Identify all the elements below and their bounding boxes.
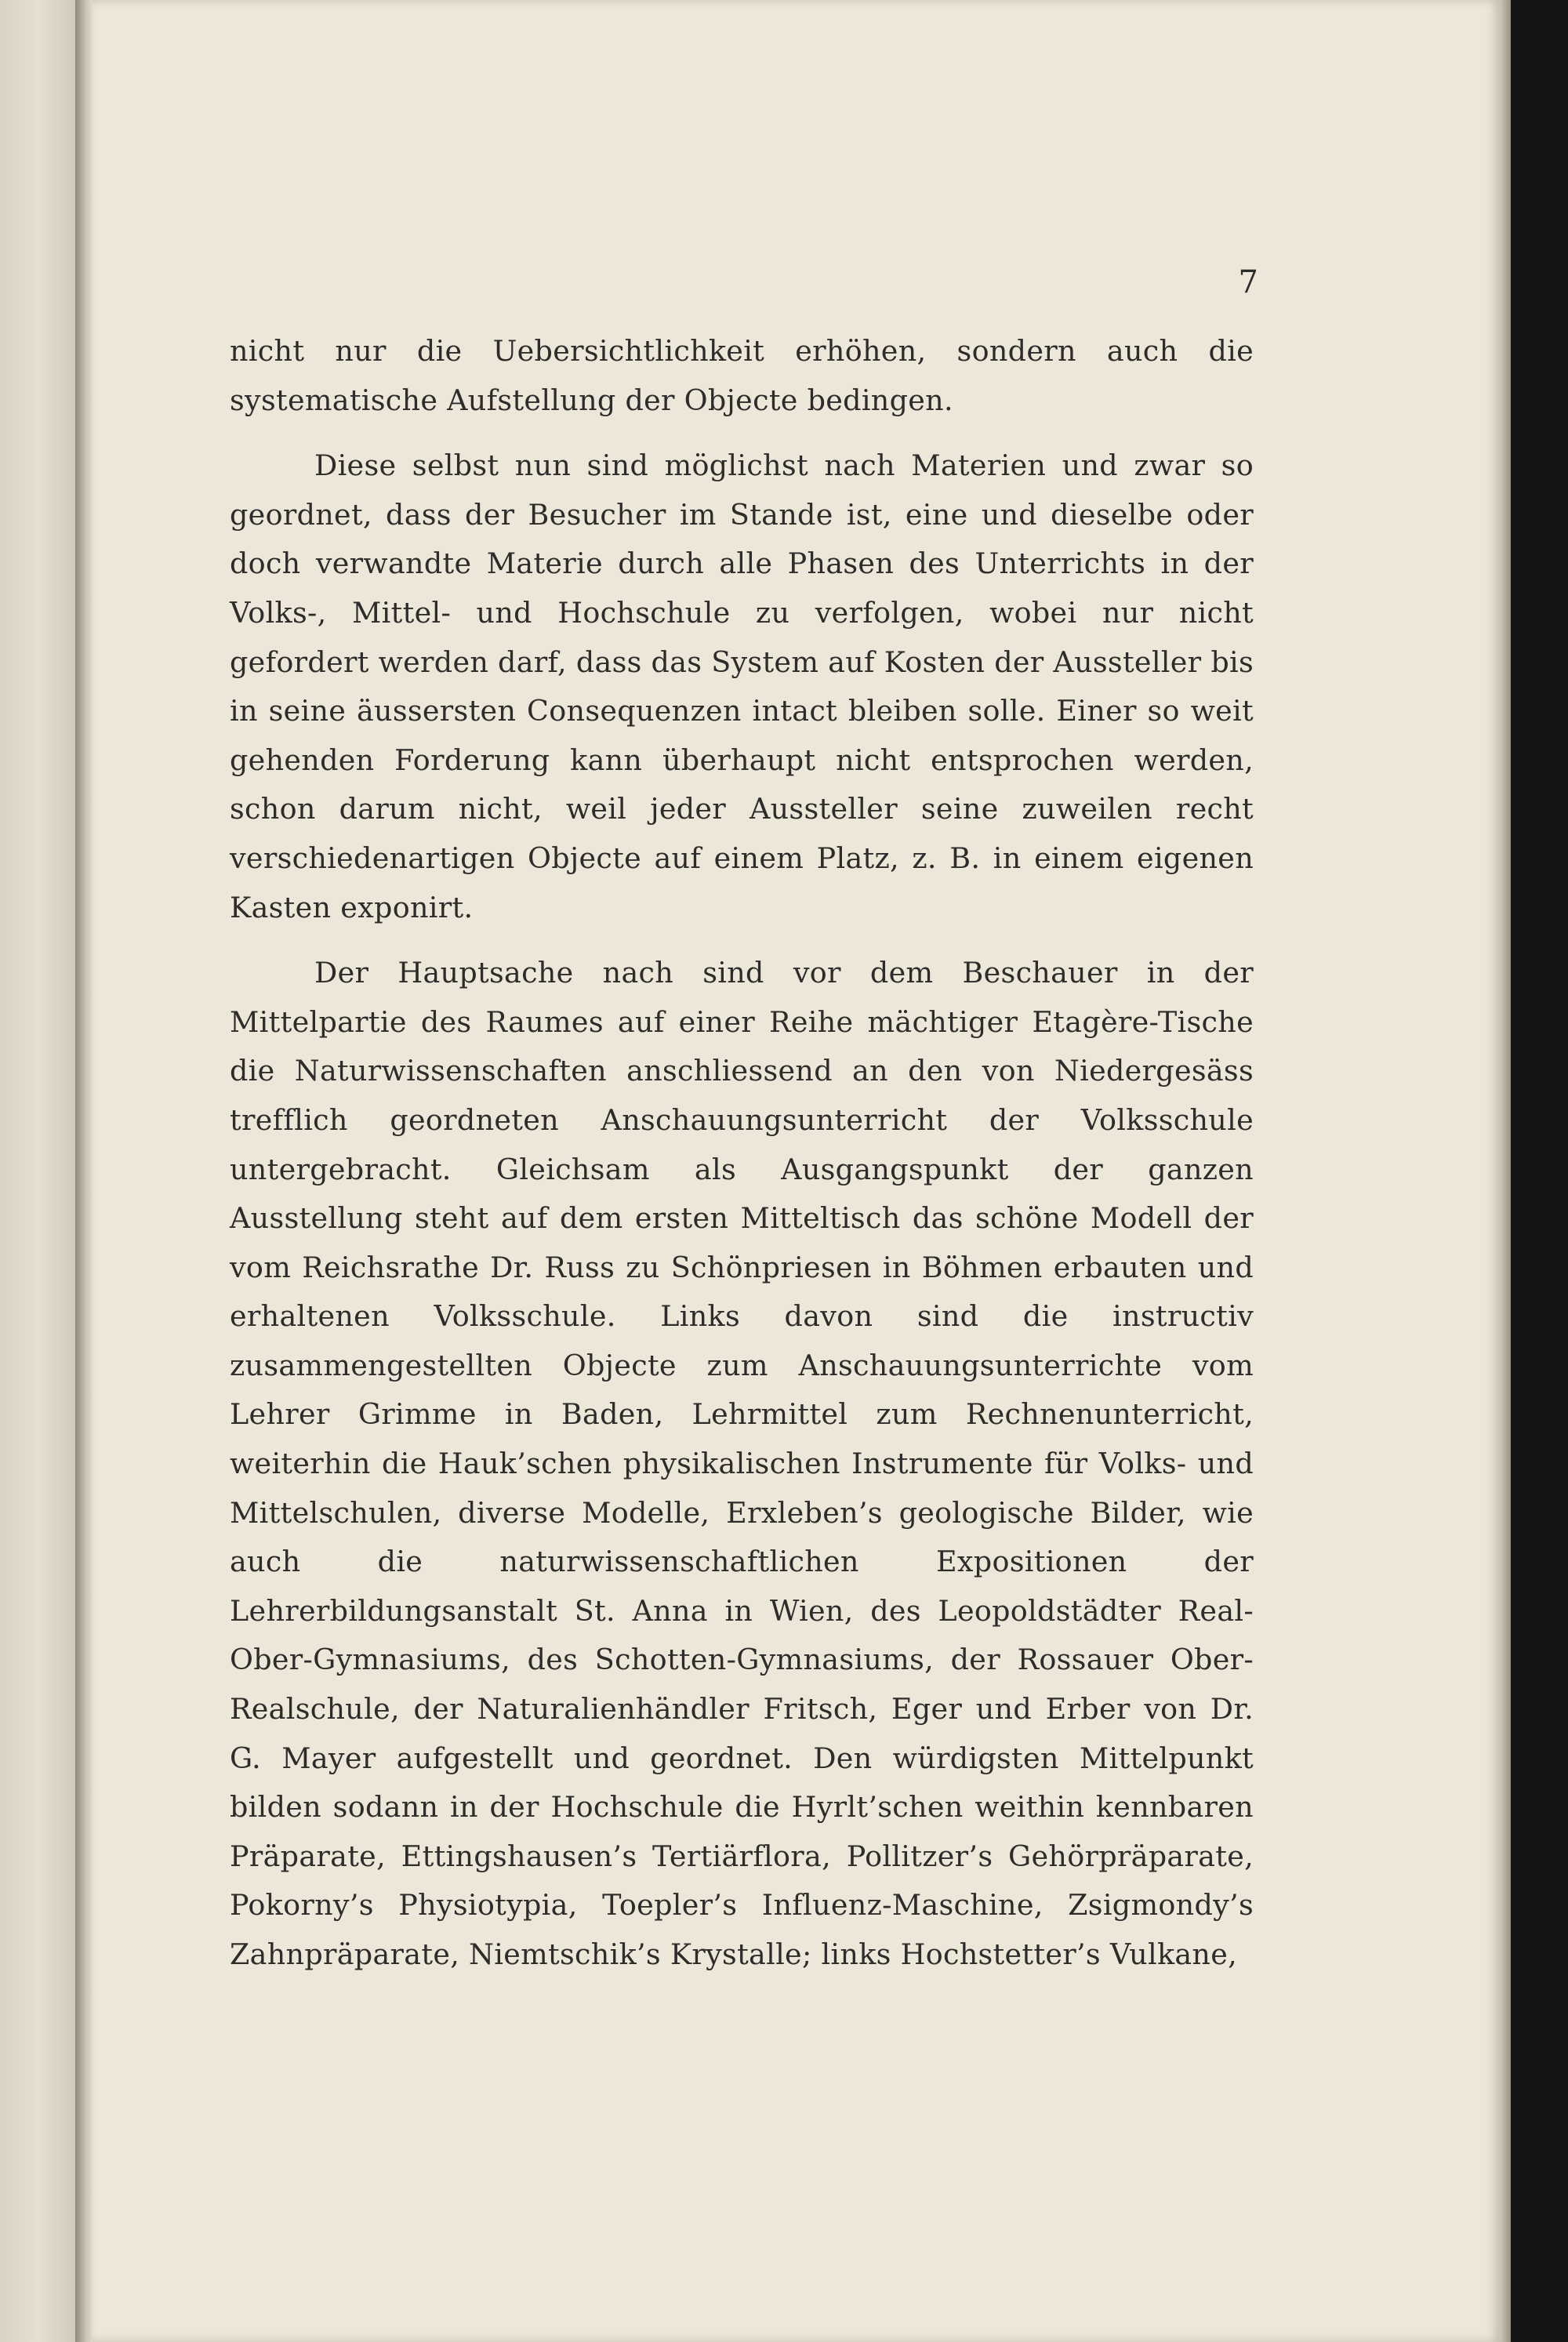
page-number: 7	[1238, 264, 1258, 300]
paragraph-2: Diese selbst nun sind möglichst nach Materien und zwar so geordnet, dass der Besucher im Stande ist, eine und dieselbe oder doch verwandte Materie durch alle Phasen des Unterrichts in der Volks-, Mittel- und Hochschule zu verfolgen, wobei nur nicht gefordert werden darf, dass das System auf Kosten der Aussteller bis in seine äussersten Consequenzen intact bleiben solle. Einer so weit gehenden Forderung kann überhaupt nicht entsprochen werden, schon darum nicht, weil jeder Aussteller seine zuweilen recht verschiedenartigen Objecte auf einem Platz, z. B. in einem eigenen Kasten exponirt.	[230, 448, 1254, 924]
paragraph-1: nicht nur die Uebersichtlichkeit erhöhen, sondern auch die systematische Aufstellung der Objecte bedingen.	[230, 334, 1254, 417]
book-gutter	[75, 0, 93, 2342]
body-text	[230, 327, 1254, 1996]
paragraph-3: Der Hauptsache nach sind vor dem Beschauer in der Mittelpartie des Raumes auf einer Reihe mächtiger Etagère-Tische die Naturwissenschaften anschliessend an den von Niedergesäss trefflich geordneten Anschauungsunterricht der Volksschule untergebracht. Gleichsam als Ausgangspunkt der ganzen Ausstellung steht auf dem ersten Mitteltisch das schöne Modell der vom Reichsrathe Dr. Russ zu Schönpriesen in Böhmen erbauten und erhaltenen Volksschule. Links davon sind die instructiv zusammengestellten Objecte zum Anschauungsunterrichte vom Lehrer Grimme in Baden, Lehrmittel zum Rechnenunterricht, weiterhin die Hauk’schen physikalischen Instrumente für Volks- und Mittelschulen, diverse Modelle, Erxleben’s geologische Bilder, wie auch die naturwissenschaftlichen Expositionen der Lehrerbildungsanstalt St. Anna in Wien, des Leopoldstädter Real-Ober-Gymnasiums, des Schotten-Gymnasiums, der Rossauer Ober-Realschule, der Naturalienhändler Fritsch, Eger und Erber von Dr. G. Mayer aufgestellt und geordnet. Den würdigsten Mittelpunkt bilden sodann in der Hochschule die Hyrlt’schen weithin kennbaren Präparate, Ettingshausen’s Tertiärflora, Pollitzer’s Gehörpräparate, Pokorny’s Physiotypia, Toepler’s Influenz-Maschine, Zsigmondy’s Zahnpräparate, Niemtschik’s Krystalle; links Hochstetter’s Vulkane,	[230, 956, 1254, 1971]
previous-page-edge	[0, 0, 75, 2342]
page-right-edge	[1500, 0, 1511, 2342]
